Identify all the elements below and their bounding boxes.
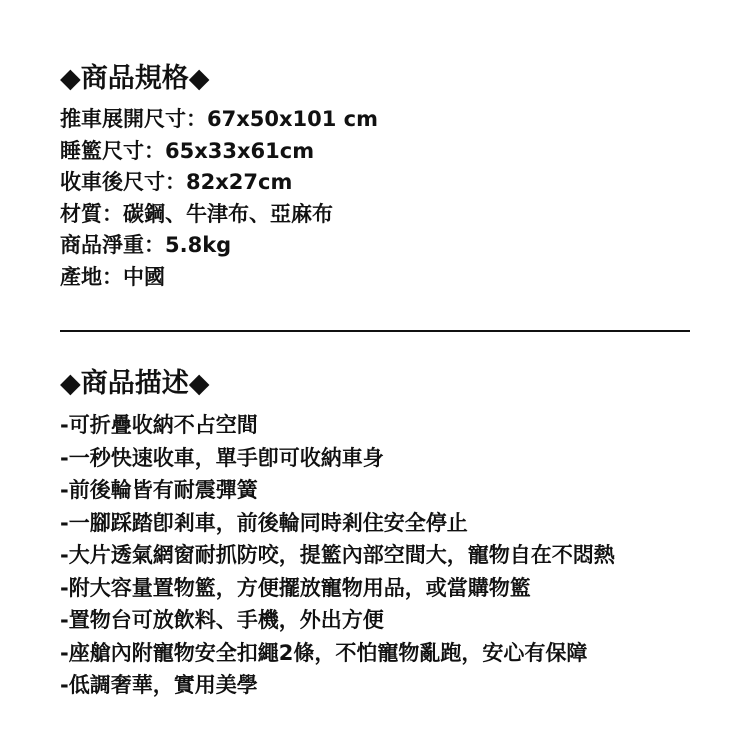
section-divider bbox=[60, 330, 690, 332]
diamond-icon: ◆ bbox=[188, 63, 210, 94]
spec-line-net-weight: 商品淨重：5.8kg bbox=[60, 233, 232, 257]
diamond-icon: ◆ bbox=[60, 368, 81, 399]
description-item: -座艙內附寵物安全扣繩2條，不怕寵物亂跑，安心有保障 bbox=[60, 640, 588, 665]
spec-line-origin: 產地：中國 bbox=[60, 264, 165, 289]
description-heading-title: 商品描述 bbox=[80, 368, 189, 399]
specs-heading bbox=[60, 60, 378, 98]
diamond-icon: ◆ bbox=[60, 63, 81, 94]
spec-line-bassinet-size: 睡籃尺寸：65x33x61cm bbox=[60, 138, 315, 163]
spec-line-folded-size: 收車後尺寸：82x27cm bbox=[60, 170, 293, 194]
description-item: -前後輪皆有耐震彈簧 bbox=[60, 478, 258, 502]
description-list bbox=[60, 409, 615, 702]
description-item: -置物台可放飲料、手機，外出方便 bbox=[60, 608, 384, 632]
specs-section bbox=[60, 60, 378, 293]
specs-list bbox=[60, 104, 378, 293]
description-item: -一秒快速收車，單手卽可收納車身 bbox=[60, 445, 384, 470]
description-item: -低調奢華，實用美學 bbox=[60, 673, 258, 697]
description-section bbox=[60, 365, 615, 702]
spec-line-unfolded-size: 推車展開尺寸：67x50x101 cm bbox=[60, 107, 379, 131]
spec-line-material: 材質：碳鋼、牛津布、亞麻布 bbox=[60, 201, 333, 226]
description-item: -附大容量置物籃，方便擺放寵物用品，或當購物籃 bbox=[60, 575, 531, 600]
diamond-icon: ◆ bbox=[188, 368, 210, 399]
description-item: -可折疊收納不占空間 bbox=[60, 413, 258, 437]
description-item: -一腳踩踏卽剎車，前後輪同時剎住安全停止 bbox=[60, 510, 468, 535]
description-heading bbox=[60, 365, 615, 403]
specs-heading-title: 商品規格 bbox=[80, 63, 189, 94]
description-item: -大片透氣網窗耐抓防咬，提籃內部空間大，寵物自在不悶熱 bbox=[60, 543, 615, 567]
